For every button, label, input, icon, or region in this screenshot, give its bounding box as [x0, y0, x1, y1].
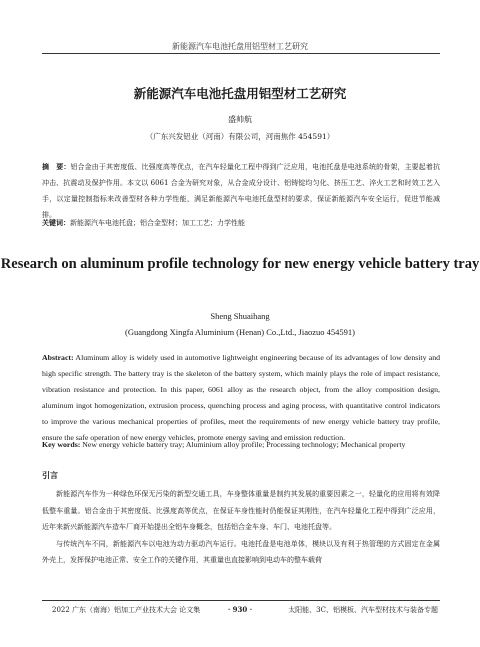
- abstract-chinese-label: 摘 要：: [42, 163, 71, 171]
- abstract-english: [42, 350, 440, 445]
- title-english: Research on aluminum profile technology for new energy vehicle battery tray: [0, 256, 480, 272]
- author-chinese: 盛帅航: [228, 115, 252, 124]
- affiliation-chinese: （广东兴发铝业（河南）有限公司，河南焦作 454591）: [145, 132, 335, 141]
- body-paragraph: 新能源汽车作为一种绿色环保无污染的新型交通工具，车身整体重量是制约其发展的重要因素之一，轻量化的应用将有效降低整车重量。铝合金由于其密度低、比强度高等优点，在保证车身性能时仍能保证其刚性，在汽车轻量化工程中得到广泛应用，近年来新兴新能源汽车造车厂商开始提出全铝车身概念，包括铝合金车身、车门、电池托盘等。: [42, 490, 440, 531]
- body-paragraph: 与传统汽车不同，新能源汽车以电池为动力驱动汽车运行。电池托盘是电池单体，模块以及有利于热管理的方式固定在金属外壳上，发挥保护电池正常、安全工作的关键作用，其重量也直接影响到电动车的整车载荷: [42, 539, 440, 564]
- affiliation-english: (Guangdong Xingfa Aluminium (Henan) Co.,Ltd., Jiaozuo 454591): [125, 327, 355, 337]
- footer-topic: 太阳能、3C、铝模板、汽车型材技术与装备专题: [288, 606, 438, 614]
- keywords-chinese-label: 关键词：: [42, 219, 70, 227]
- footer-proceedings: 2022 广东（南海）铝加工产业技术大会 论文集: [52, 606, 201, 614]
- keywords-english-text: New energy vehicle battery tray; Aluminium alloy profile; Processing technology; Mechanical property: [80, 440, 406, 449]
- body-text: [42, 486, 440, 569]
- footer-rule: [42, 600, 440, 601]
- abstract-chinese-text: 铝合金由于其密度低、比强度高等优点，在汽车轻量化工程中得到广泛应用，电池托盘是电池系统的骨架，主要起着抗冲击、抗震动及保护作用。本文以 6061 合金为研究对象，从合金成分设计、铝铸锭均匀化、挤压工艺、淬火工艺和时效工艺入手，以定量控制指标来改善型材各种力学性能，满足新能源汽车电池托盘型材的要求，保证新能源汽车安全运行，促进节能减排。: [42, 163, 440, 219]
- author-english: Sheng Shuaihang: [210, 311, 270, 321]
- abstract-chinese: [42, 159, 440, 223]
- keywords-english-label: Key words:: [42, 440, 81, 449]
- keywords-chinese-text: 新能源汽车电池托盘；铝合金型材；加工工艺；力学性能: [70, 219, 245, 227]
- keywords-english: [42, 438, 440, 452]
- abstract-english-text: Aluminum alloy is widely used in automotive lightweight engineering because of its advantages of low density and high specific strength. The battery tray is the skeleton of the battery system, which mainly plays the role of impact resistance, vibration resistance and protection. In this paper, 6061 alloy as the research object, from the alloy composition design, aluminum ingot homogenization, extrusion process, quenching process and aging process, with quantitative control indicators to improve the various mechanical properties of profiles, meet the requirements of new energy vehicle battery tray profile, ensure the safe operation of new energy vehicles, promote energy saving and emission reduction.: [42, 353, 440, 442]
- title-chinese: 新能源汽车电池托盘用铝型材工艺研究: [133, 86, 347, 101]
- abstract-english-label: Abstract:: [42, 353, 74, 362]
- footer-page-number: · 930 ·: [227, 605, 253, 614]
- header-rule: [42, 53, 440, 54]
- running-head: 新能源汽车电池托盘用铝型材工艺研究: [172, 42, 308, 51]
- section-heading-introduction: 引言: [42, 471, 58, 480]
- keywords-chinese: [42, 216, 440, 230]
